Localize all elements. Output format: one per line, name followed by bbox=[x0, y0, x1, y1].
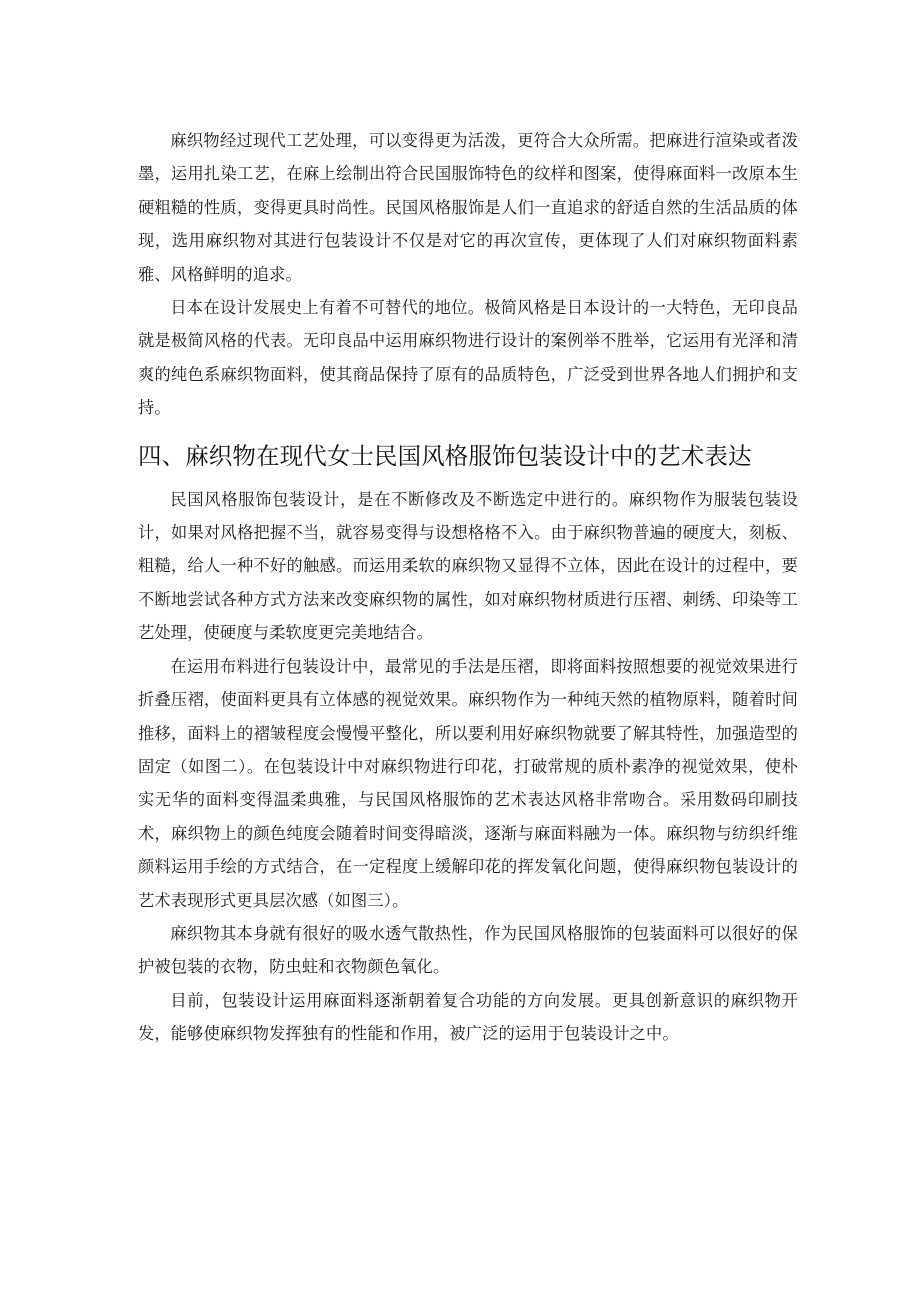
paragraph-breathability: 麻织物其本身就有很好的吸水透气散热性，作为民国风格服饰的包装面料可以很好的保护被包装的衣物，防虫蛀和衣物颜色氧化。 bbox=[138, 923, 798, 977]
paragraph-development: 目前，包装设计运用麻面料逐渐朝着复合功能的方向发展。更具创新意识的麻织物开发，能够使麻织物发挥独有的性能和作用，被广泛的运用于包装设计之中。 bbox=[138, 990, 798, 1044]
paragraph-linen-processing: 麻织物经过现代工艺处理，可以变得更为活泼，更符合大众所需。把麻进行渲染或者泼墨，运用扎染工艺，在麻上绘制出符合民国服饰特色的纹样和图案，使得麻面料一改原本生硬粗糙的性质，变得更具时尚性。民国风格服饰是人们一直追求的舒适自然的生活品质的体现，选用麻织物对其进行包装设计不仅是对它的再次宣传，更体现了人们对麻织物面料素雅、风格鲜明的追求。 bbox=[138, 131, 798, 284]
document-body bbox=[138, 124, 798, 1051]
paragraph-pleating-printing: 在运用布料进行包装设计中，最常见的手法是压褶，即将面料按照想要的视觉效果进行折叠压褶，使面料更具有立体感的视觉效果。麻织物作为一种纯天然的植物原料，随着时间推移，面料上的褶皱程度会慢慢平整化，所以要利用好麻织物就要了解其特性，加强造型的固定（如图二）。在包装设计中对麻织物进行印花，打破常规的质朴素净的视觉效果，使朴实无华的面料变得温柔典雅，与民国风格服饰的艺术表达风格非常吻合。采用数码印刷技术，麻织物上的颜色纯度会随着时间变得暗淡，逐渐与麻面料融为一体。麻织物与纺织纤维颜料运用手绘的方式结合，在一定程度上缓解印花的挥发氧化问题，使得麻织物包装设计的艺术表现形式更具层次感（如图三）。 bbox=[138, 656, 798, 910]
section-heading: 四、麻织物在现代女士民国风格服饰包装设计中的艺术表达 bbox=[138, 441, 752, 470]
paragraph-packaging-design: 民国风格服饰包装设计，是在不断修改及不断选定中进行的。麻织物作为服装包装设计，如果对风格把握不当，就容易变得与设想格格不入。由于麻织物普遍的硬度大，刻板、粗糙，给人一种不好的触感。而运用柔软的麻织物又显得不立体，因此在设计的过程中，要不断地尝试各种方式方法来改变麻织物的属性，如对麻织物材质进行压褶、刺绣、印染等工艺处理，使硬度与柔软度更完美地结合。 bbox=[138, 489, 798, 643]
paragraph-japan-design: 日本在设计发展史上有着不可替代的地位。极简风格是日本设计的一大特色，无印良品就是极简风格的代表。无印良品中运用麻织物进行设计的案例举不胜举，它运用有光泽和清爽的纯色系麻织物面料，使其商品保持了原有的品质特色，广泛受到世界各地人们拥护和支持。 bbox=[138, 298, 798, 418]
